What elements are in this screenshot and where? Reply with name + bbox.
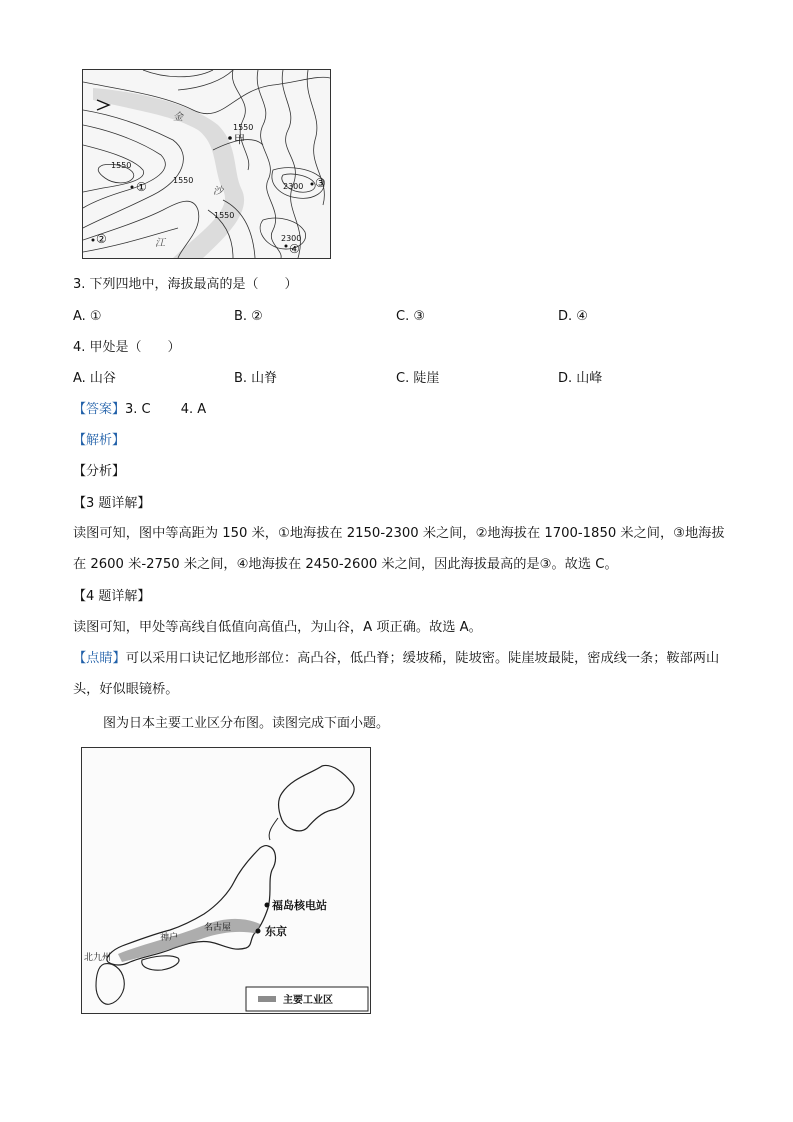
fenxi-heading: 【分析】 xyxy=(73,464,126,479)
river-label-jin: 金 xyxy=(173,112,183,123)
dianjing-paragraph xyxy=(73,643,733,705)
q4-stem: 4. 甲处是（ ） xyxy=(73,340,181,355)
kobe-label: 神户 xyxy=(160,933,179,943)
contour-label: 2300 xyxy=(281,234,302,243)
river-label-jiang: 江 xyxy=(155,238,165,249)
point-1: ① xyxy=(136,180,147,194)
point-jia: 甲 xyxy=(234,133,245,146)
q4-detail-heading: 【4 题详解】 xyxy=(73,589,151,604)
japan-industrial-map xyxy=(81,747,371,1014)
contour-label: 1550 xyxy=(111,161,132,170)
q3-detail-text: 读图可知，图中等高距为 150 米，①地海拔在 2150-2300 米之间，②地海拔在 1700-1850 米之间，③地海拔在 2600 米-2750 米之间，④地海拔在 2450-2600 米之间，因此海拔最高的是③。故选 C。 xyxy=(73,526,725,572)
contour-label: 1550 xyxy=(214,211,235,220)
q3-option-c: C. ③ xyxy=(396,309,425,324)
answer-text: 3. C 4. A xyxy=(125,402,207,417)
intro-text: 图为日本主要工业区分布图。读图完成下面小题。 xyxy=(103,716,390,731)
contour-label: 2300 xyxy=(283,182,304,191)
q3-stem: 3. 下列四地中，海拔最高的是（ ） xyxy=(73,277,298,292)
legend-label: 主要工业区 xyxy=(283,995,333,1006)
q3-option-d: D. ④ xyxy=(558,309,588,324)
point-2: ② xyxy=(96,232,107,246)
q4-detail-text: 读图可知，甲处等高线自低值向高值凸，为山谷，A 项正确。故选 A。 xyxy=(73,620,482,635)
river-label-sha: 沙 xyxy=(213,186,223,197)
japan-map-svg xyxy=(82,748,370,1013)
point-4: ④ xyxy=(289,242,300,256)
contour-label: 1550 xyxy=(173,176,194,185)
answer-tag: 【答案】 xyxy=(73,402,126,417)
answer-line xyxy=(73,401,206,419)
q4-option-a: A. 山谷 xyxy=(73,371,116,386)
topographic-map-svg xyxy=(83,70,330,258)
q4-option-d: D. 山峰 xyxy=(558,371,603,386)
analysis-tag: 【解析】 xyxy=(73,433,126,448)
topographic-map xyxy=(82,69,331,259)
q4-option-c: C. 陡崖 xyxy=(396,371,440,386)
dianjing-text: 可以采用口诀记忆地形部位：高凸谷，低凸脊；缓坡稀，陡坡密。陡崖坡最陡，密成线一条；鞍部两山头，好似眼镜桥。 xyxy=(73,651,720,697)
point-3: ③ xyxy=(315,176,326,190)
q3-detail-heading: 【3 题详解】 xyxy=(73,496,151,511)
q3-option-b: B. ② xyxy=(234,309,263,324)
q3-option-a: A. ① xyxy=(73,309,102,324)
fukushima-label: 福岛核电站 xyxy=(272,899,327,912)
kitakyushu-label: 北九州 xyxy=(84,953,112,963)
q4-option-b: B. 山脊 xyxy=(234,371,278,386)
contour-label: 1550 xyxy=(233,123,254,132)
dianjing-tag: 【点睛】 xyxy=(73,651,126,666)
nagoya-label: 名古屋 xyxy=(204,923,232,933)
tokyo-label: 东京 xyxy=(265,925,287,938)
